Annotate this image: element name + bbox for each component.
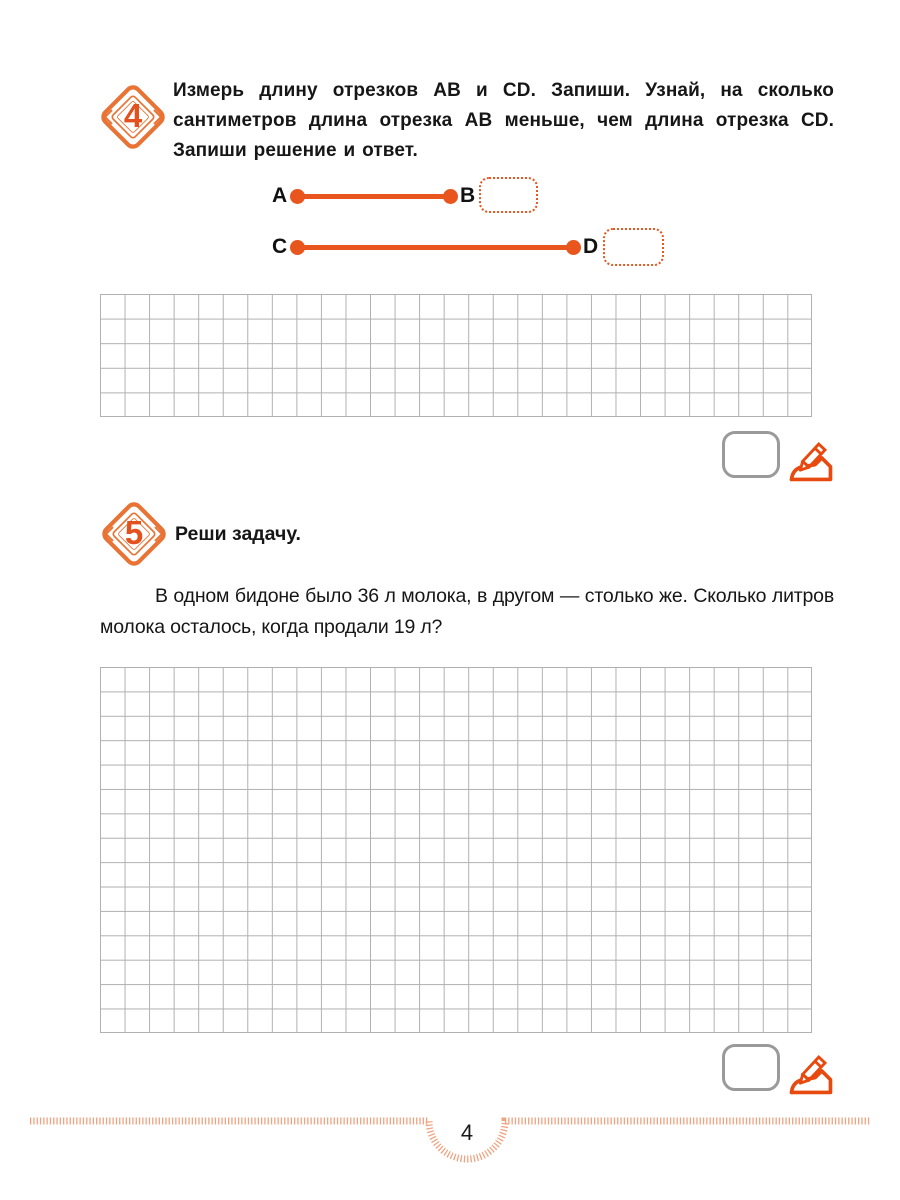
task4-number: 4 (123, 97, 143, 134)
answer-box-cd-length[interactable] (603, 228, 664, 266)
task5-instruction: Реши задачу. (175, 523, 301, 545)
self-check-box-task5[interactable] (722, 1044, 780, 1091)
segment-ab-start-label: A (272, 184, 288, 207)
pencil-icon (787, 440, 835, 483)
task4-number-badge (97, 81, 169, 153)
pencil-icon (787, 1053, 835, 1096)
task5-problem-text: В одном бидоне было 36 л молока, в другом — столько же. Сколько литров молока осталось, когда продали 19 л? (100, 585, 834, 638)
task5-number: 5 (124, 514, 144, 551)
segment-cd-start-label: C (272, 235, 288, 258)
work-grid-task5[interactable] (100, 667, 812, 1033)
segment-cd-end-label: D (583, 235, 599, 258)
task5-number-badge (98, 498, 170, 570)
task4-instruction: Измерь длину отрезков AB и CD. Запиши. Узнай, на сколько сантиметров длина отрезка AB меньше, чем длина отрезка CD. Запиши решение и ответ. (173, 80, 834, 161)
segment-cd-line (297, 245, 573, 250)
segment-ab-end-label: B (460, 184, 476, 207)
segment-cd-end-dot (566, 240, 581, 255)
segment-ab-line (297, 194, 450, 199)
answer-box-ab-length[interactable] (479, 177, 538, 213)
segment-ab-end-dot (443, 189, 458, 204)
work-grid-task4[interactable] (100, 294, 812, 417)
page-number: 4 (460, 1120, 474, 1145)
self-check-box-task4[interactable] (722, 431, 780, 478)
